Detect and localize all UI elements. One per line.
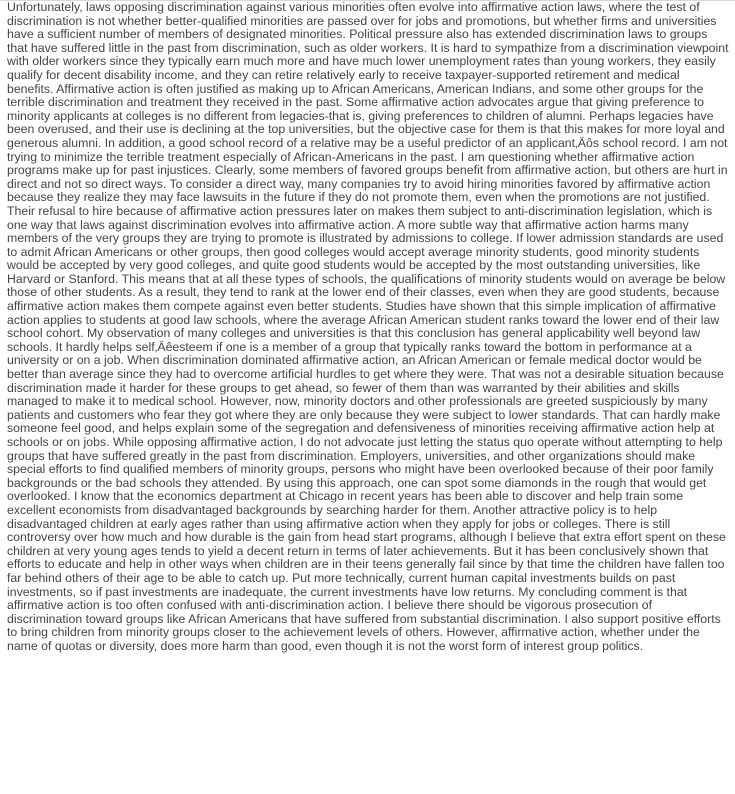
document-body: [7, 1, 729, 654]
body-paragraph: Unfortunately, laws opposing discrimination against various minorities often evolve into affirmative action laws, where the test of discrimination is not whether better-qualified minorities are passed over for jobs and promotions, but whether firms and universities have a sufficient number of members of designated minorities. Political pressure also has extended discrimination laws to groups that have suffered little in the past from discrimination, such as older workers. It is hard to sympathize from a discrimination viewpoint with older workers since they typically earn much more and have much lower unemployment rates than young workers, they easily qualify for decent disability income, and they can retire relatively early to receive taxpayer-supported retirement and medical benefits. Affirmative action is often justified as making up to African Americans, American Indians, and some other groups for the terrible discrimination and treatment they received in the past. Some affirmative action advocates argue that giving preference to minority applicants at colleges is no different from legacies-that is, giving preferences to children of alumni. Perhaps legacies have been overused, and their use is declining at the top universities, but the objective case for them is that this makes for more loyal and generous alumni. In addition, a good school record of a relative may be a useful predictor of an applicant‚Äôs school record. I am not trying to minimize the terrible treatment especially of African-Americans in the past. I am questioning whether affirmative action programs make up for past injustices. Clearly, some members of favored groups benefit from affirmative action, but others are hurt in direct and not so direct ways. To consider a direct way, many companies try to avoid hiring minorities favored by affirmative action because they realize they may face lawsuits in the future if they do not promote them, even when the promotions are not justified. Their refusal to hire because of affirmative action pressures later on makes them subject to anti-discrimination legislation, which is one way that laws against discrimination evolves into affirmative action. A more subtle way that affirmative action harms many members of the very groups they are trying to promote is illustrated by admissions to college. If lower admission standards are used to admit African Americans or other groups, then good colleges would accept average minority students, good minority students would be accepted by very good colleges, and quite good students would be accepted by the most outstanding universities, like Harvard or Stanford. This means that at all these types of schools, the qualifications of minority students would on average be below those of other students. As a result, they tend to rank at the lower end of their classes, even when they are good students, because affirmative action makes them compete against even better students. Studies have shown that this simple implication of affirmative action applies to students at good law schools, where the average African American student ranks toward the lower end of their law school cohort. My observation of many colleges and universities is that this conclusion has general applicability well beyond law schools. It hardly helps self‚Äêesteem if one is a member of a group that typically ranks toward the bottom in performance at a university or on a job. When discrimination dominated affirmative action, an African American or female medical doctor would be better than average since they had to overcome artificial hurdles to get where they were. That was not a desirable situation because discrimination made it harder for these groups to get ahead, so fewer of them than was warranted by their abilities and skills managed to make it to medical school. However, now, minority doctors and other professionals are greeted suspiciously by many patients and customers who fear they got where they are only because they were subject to lower standards. That can hardly make someone feel good, and helps explain some of the segregation and defensiveness of minorities receiving affirmative action help at schools or on jobs. While opposing affirmative action, I do not advocate just letting the status quo operate without attempting to help groups that have suffered greatly in the past from discrimination. Employers, universities, and other organizations should make special efforts to find qualified members of minority groups, persons who might have been overlooked because of their poor family backgrounds or the bad schools they attended. By using this approach, one can spot some diamonds in the rough that would get overlooked. I know that the economics department at Chicago in recent years has been able to discover and help train some excellent economists from disadvantaged backgrounds by searching harder for them. Another attractive policy is to help disadvantaged children at early ages rather than using affirmative action when they apply for jobs or colleges. There is still controversy over how much and how durable is the gain from head start programs, although I believe that extra effort spent on these children at very young ages tends to yield a decent return in terms of later achievements. But it has been conclusively shown that efforts to educate and help in other ways when children are in their teens generally fail since by that time the children have fallen too far behind others of their age to be able to catch up. Put more technically, current human capital investments builds on past investments, so if past investments are inadequate, the current investments have low returns. My concluding comment is that affirmative action is too often confused with anti-discrimination action. I believe there should be vigorous prosecution of discrimination toward groups like African Americans that have suffered from substantial discrimination. I also support positive efforts to bring children from minority groups closer to the achievement levels of others. However, affirmative action, whether under the name of quotas or diversity, does more harm than good, even though it is not the worst form of interest group politics.: [7, 0, 729, 653]
